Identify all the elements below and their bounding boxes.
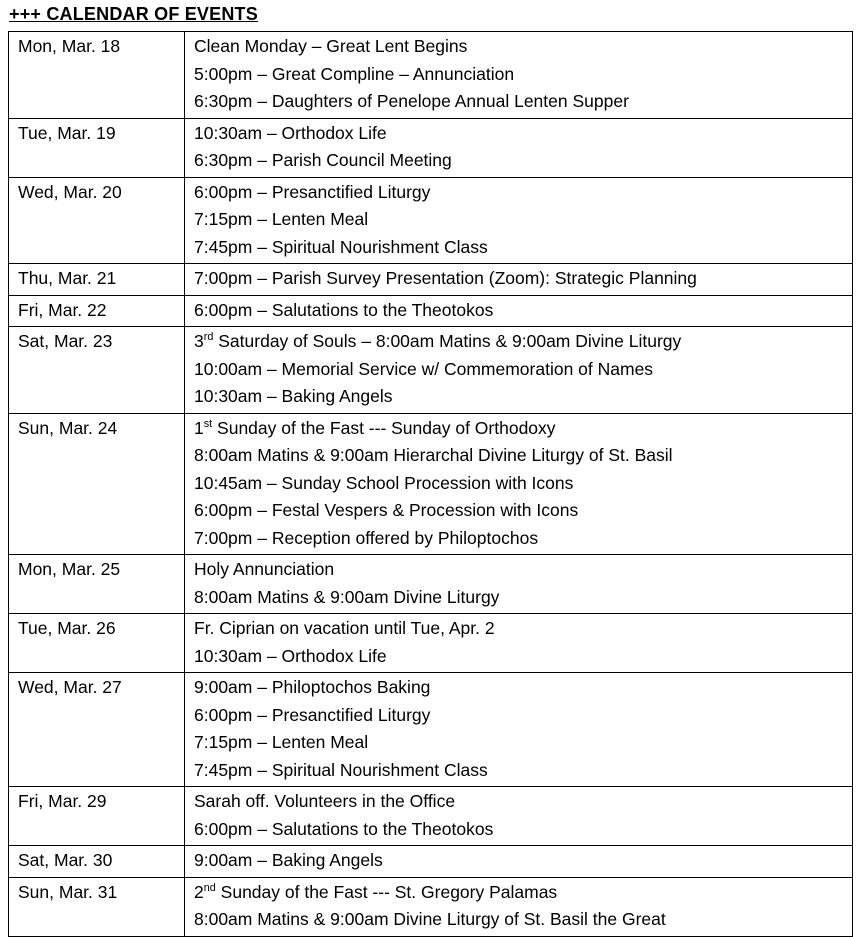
event-line: 8:00am Matins & 9:00am Divine Liturgy of St. Basil the Great [194,909,666,929]
event-line: 7:15pm – Lenten Meal [194,732,369,752]
table-row [9,413,853,555]
event-line: Fr. Ciprian on vacation until Tue, Apr. 2 [194,618,495,638]
event-line: 7:15pm – Lenten Meal [194,209,369,229]
table-row [9,32,853,119]
event-line: Sarah off. Volunteers in the Office [194,791,456,811]
table-row [9,555,853,614]
event-line: Holy Annunciation [194,559,335,579]
date-cell: Sat, Mar. 30 [9,846,185,878]
event-line: 10:30am – Baking Angels [194,386,393,406]
events-cell [185,295,853,327]
events-cell [185,877,853,936]
event-line: 6:30pm – Parish Council Meeting [194,150,452,170]
table-row [9,787,853,846]
event-line: 1st Sunday of the Fast --- Sunday of Orthodoxy [194,417,556,438]
events-cell [185,413,853,555]
table-row [9,673,853,787]
event-line: 7:45pm – Spiritual Nourishment Class [194,236,488,257]
event-line: 10:45am – Sunday School Procession with Icons [194,472,574,493]
table-row [9,614,853,673]
table-row [9,846,853,878]
events-cell [185,118,853,177]
events-cell [185,787,853,846]
event-line: Clean Monday – Great Lent Begins [194,36,468,56]
event-line: 9:00am – Baking Angels [194,850,383,870]
table-row [9,295,853,327]
events-cell [185,177,853,264]
event-line: 6:00pm – Salutations to the Theotokos [194,818,494,839]
event-line: 3rd Saturday of Souls – 8:00am Matins & 9:00am Divine Liturgy [194,331,682,351]
date-cell: Thu, Mar. 21 [9,264,185,296]
event-line: 10:30am – Orthodox Life [194,645,387,666]
event-line: 6:00pm – Salutations to the Theotokos [194,299,494,320]
event-line: 10:30am – Orthodox Life [194,122,387,143]
events-cell [185,32,853,119]
event-line: 9:00am – Philoptochos Baking [194,677,431,697]
events-cell [185,264,853,296]
event-line: 7:45pm – Spiritual Nourishment Class [194,759,488,780]
event-line: 2nd Sunday of the Fast --- St. Gregory Palamas [194,881,558,902]
calendar-table-body [9,32,853,937]
table-row [9,264,853,296]
table-row [9,118,853,177]
event-line: 8:00am Matins & 9:00am Hierarchal Divine Liturgy of St. Basil [194,445,673,465]
event-line: 8:00am Matins & 9:00am Divine Liturgy [194,586,500,607]
event-line: 7:00pm – Reception offered by Philoptochos [194,527,539,548]
date-cell: Sun, Mar. 31 [9,877,185,936]
events-cell [185,673,853,787]
table-row [9,327,853,414]
date-cell: Sun, Mar. 24 [9,413,185,555]
event-line: 10:00am – Memorial Service w/ Commemoration of Names [194,358,654,379]
date-cell: Fri, Mar. 29 [9,787,185,846]
event-line: 6:00pm – Presanctified Liturgy [194,181,431,202]
event-line: 7:00pm – Parish Survey Presentation (Zoom): Strategic Planning [194,268,697,288]
event-line: 6:00pm – Festal Vespers & Procession with Icons [194,500,579,520]
event-line: 5:00pm – Great Compline – Annunciation [194,63,515,84]
events-cell [185,555,853,614]
date-cell: Wed, Mar. 20 [9,177,185,264]
table-row [9,177,853,264]
event-line: 6:00pm – Presanctified Liturgy [194,704,431,725]
table-row [9,877,853,936]
page-title: +++ CALENDAR OF EVENTS [9,4,258,24]
events-cell [185,846,853,878]
events-cell [185,614,853,673]
date-cell: Fri, Mar. 22 [9,295,185,327]
events-cell [185,327,853,414]
date-cell: Wed, Mar. 27 [9,673,185,787]
event-line: 6:30pm – Daughters of Penelope Annual Lenten Supper [194,91,629,111]
date-cell: Mon, Mar. 25 [9,555,185,614]
calendar-table [8,31,853,937]
date-cell: Tue, Mar. 19 [9,118,185,177]
date-cell: Tue, Mar. 26 [9,614,185,673]
date-cell: Mon, Mar. 18 [9,32,185,119]
date-cell: Sat, Mar. 23 [9,327,185,414]
